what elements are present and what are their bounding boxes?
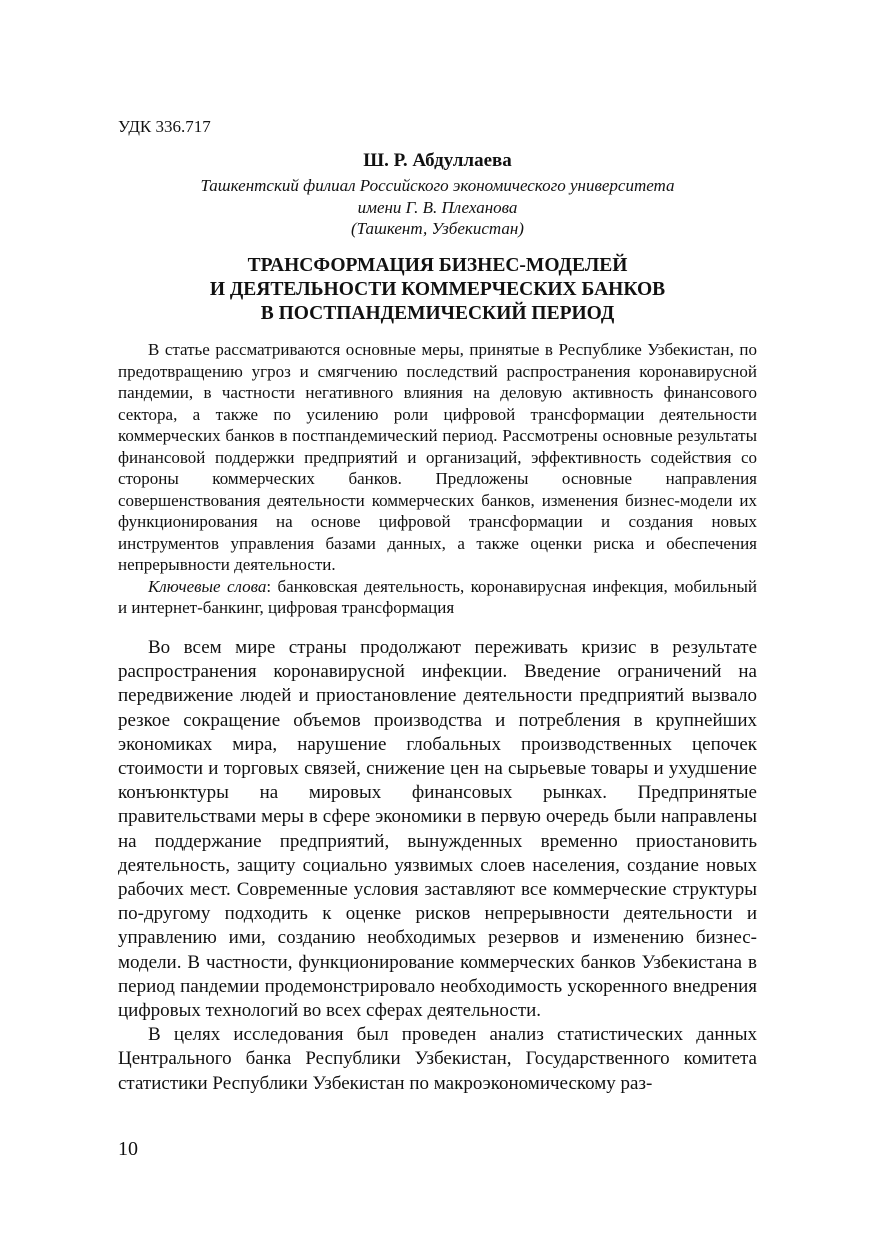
title-line: В ПОСТПАНДЕМИЧЕСКИЙ ПЕРИОД [260,303,615,324]
keywords [118,576,757,619]
abstract-text: В статье рассматриваются основные меры, принятые в Республике Узбекистан, по предотвращению угроз и смягчению последствий распространения коронавирусной пандемии, в частности негативного влияния на деловую активность финансового сектора, а также по усилению роли цифровой трансформации деятельности коммерческих банков в постпандемический период. Рассмотрены основные результаты финансовой поддержки предприятий и организаций, эффективность содействия со стороны коммерческих банков. Предложены основные направления совершенствования деятельности коммерческих банков, изменения бизнес-модели их функционирования на основе цифровой трансформации и создания новых инструментов управления базами данных, а также оценки риска и обеспечения непрерывности деятельности. [118,340,757,574]
author-affiliation [118,175,757,240]
affiliation-line: имени Г. В. Плеханова [357,197,518,217]
keywords-label: Ключевые слова [148,576,267,596]
author-name: Ш. Р. Абдуллаева [363,150,512,171]
affiliation-line: Ташкентский филиал Российского экономического университета [200,176,675,195]
page-number: 10 [118,1138,138,1160]
udc-code: УДК 336.717 [118,117,211,136]
article-title [118,254,757,326]
title-line: ТРАНСФОРМАЦИЯ БИЗНЕС-МОДЕЛЕЙ [247,255,628,276]
title-line: И ДЕЯТЕЛЬНОСТИ КОММЕРЧЕСКИХ БАНКОВ [209,279,666,300]
keywords-text: : банковская деятельность, коронавирусная инфекция, мобильный и интернет-банкинг, цифровая трансформация [118,576,757,617]
body-paragraph: В целях исследования был проведен анализ статистических данных Центрального банка Республики Узбекистан, Государственного комитета статистики Республики Узбекистан по макроэкономическому раз- [118,1024,757,1094]
body-paragraph: Во всем мире страны продолжают переживать кризис в результате распространения коронавирусной инфекции. Введение ограничений на передвижение людей и приостановление деятельности предприятий вызвало резкое сокращение объемов производства и потребления в крупнейших экономиках мира, нарушение глобальных производственных цепочек стоимости и торговых связей, снижение цен на сырьевые товары и ухудшение конъюнктуры на мировых финансовых рынках. Предпринятые правительствами меры в сфере экономики в первую очередь были направлены на поддержание предприятий, вынужденных временно приостановить деятельность, защиту социально уязвимых слоев населения, создание новых рабочих мест. Современные условия заставляют все коммерческие структуры по-другому подходить к оценке рисков непрерывности деятельности и управлению ими, созданию необходимых резервов и изменению бизнес-модели. В частности, функционирование коммерческих банков Узбекистана в период пандемии продемонстрировало необходимость ускоренного внедрения цифровых технологий во всех сферах деятельности. [118,637,757,1022]
abstract [118,339,757,619]
affiliation-line: (Ташкент, Узбекистан) [351,219,524,238]
article-body [118,636,757,1096]
